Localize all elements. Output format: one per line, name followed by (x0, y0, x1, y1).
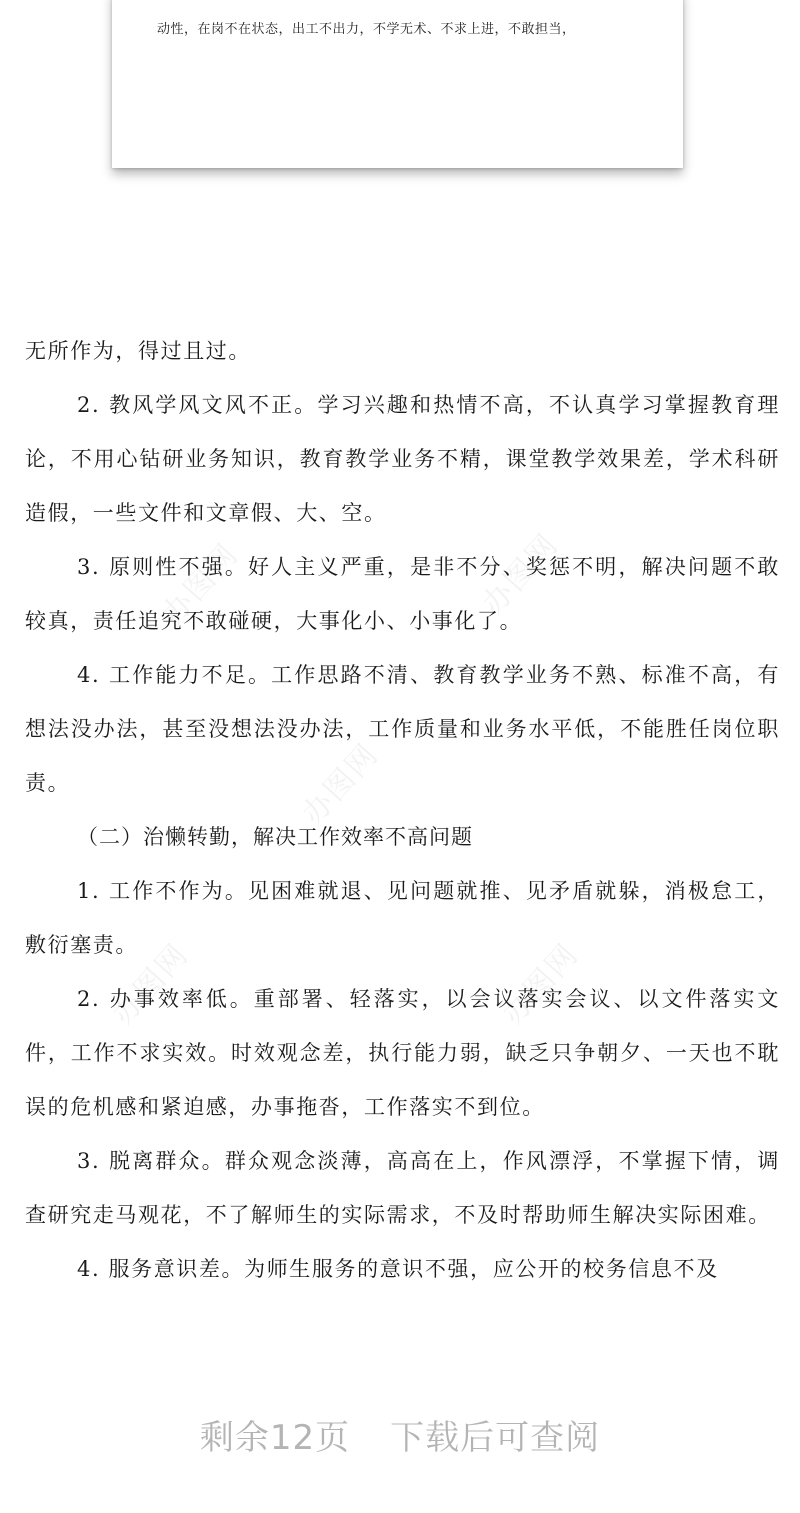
watermark: 办图网 (475, 526, 566, 622)
preview-text-line: 动性，在岗不在状态，出工不出力，不学无术、不求上进，不敢担当， (157, 22, 576, 37)
watermark: 办图网 (295, 736, 386, 832)
watermark: 办图网 (105, 936, 196, 1032)
paragraph-item: 4. 服务意识差。为师生服务的意识不强，应公开的校务信息不及 (77, 1257, 719, 1281)
paragraph-item: 1. 工作不作为。见困难就退、见问题就推、见矛盾就躲，消极怠工，敷衍塞责。 (25, 879, 780, 957)
paragraph-item: 3. 原则性不强。好人主义严重，是非不分、奖惩不明，解决问题不敢较真，责任追究不敢碰硬，大事化小、小事化了。 (25, 555, 780, 633)
paragraph-item: 2. 办事效率低。重部署、轻落实，以会议落实会议、以文件落实文件，工作不求实效。时效观念差，执行能力弱，缺乏只争朝夕、一天也不耽误的危机感和紧迫感，办事拖沓，工作落实不到位。 (25, 987, 780, 1119)
paragraph-continuation: 无所作为，得过且过。 (25, 339, 251, 363)
paragraph-item: 4. 工作能力不足。工作思路不清、教育教学业务不熟、标准不高，有想法没办法，甚至没想法没办法，工作质量和业务水平低，不能胜任岗位职责。 (25, 663, 780, 795)
section-heading: （二）治懒转勤，解决工作效率不高问题 (77, 825, 473, 849)
preview-card (112, 0, 683, 168)
download-hint-label: 下载后可查阅 (390, 1418, 601, 1458)
document-body (25, 324, 780, 1296)
watermark: 办图网 (495, 936, 586, 1032)
remaining-pages-label: 剩余12页 (199, 1418, 351, 1458)
watermark: 办图网 (155, 536, 246, 632)
download-notice[interactable] (0, 1410, 800, 1459)
paragraph-item: 3. 脱离群众。群众观念淡薄，高高在上，作风漂浮，不掌握下情，调查研究走马观花，不了解师生的实际需求，不及时帮助师生解决实际困难。 (25, 1149, 780, 1227)
paragraph-item: 2. 教风学风文风不正。学习兴趣和热情不高，不认真学习掌握教育理论，不用心钻研业务知识，教育教学业务不精，课堂教学效果差，学术科研造假，一些文件和文章假、大、空。 (25, 393, 780, 525)
